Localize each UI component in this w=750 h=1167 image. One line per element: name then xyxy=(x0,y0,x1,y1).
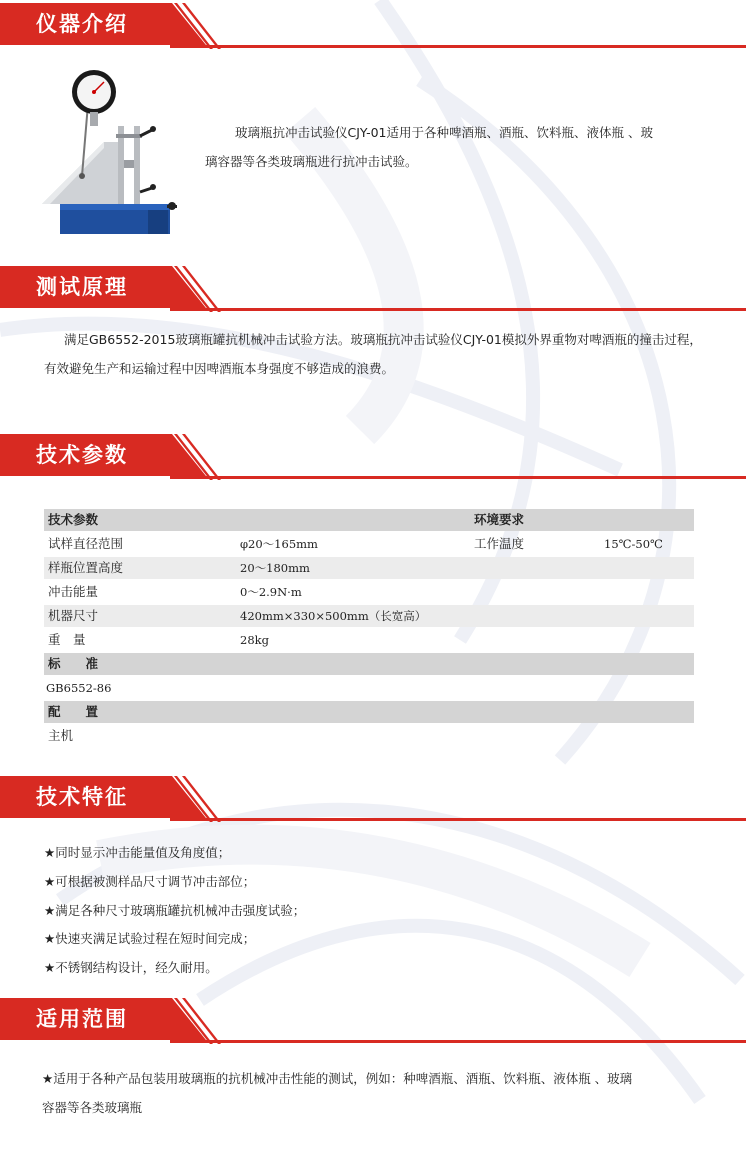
param-value: 28kg xyxy=(240,633,269,647)
env-label: 工作温度 xyxy=(474,536,525,551)
section-header-features xyxy=(0,776,750,822)
table-standard-header-row xyxy=(44,653,694,675)
impact-tester-product-image xyxy=(36,64,186,242)
section-title: 技术特征 xyxy=(36,785,128,809)
section-title: 测试原理 xyxy=(36,275,128,299)
param-value: 0～2.9N·m xyxy=(240,585,302,599)
section-header-intro xyxy=(0,3,750,49)
table-row xyxy=(44,533,694,555)
list-item: ★快速夹满足试验过程在短时间完成； xyxy=(44,931,256,946)
list-item: ★同时显示冲击能量值及角度值； xyxy=(44,845,231,860)
param-label: 冲击能量 xyxy=(48,584,99,599)
section-header-scope xyxy=(0,998,750,1044)
principle-text-line-2: 有效避免生产和运输过程中因啤酒瓶本身强度不够造成的浪费。 xyxy=(44,361,395,376)
param-value: 420mm×330×500mm（长宽高） xyxy=(240,609,427,623)
table-header-row xyxy=(44,509,694,531)
list-item: ★可根据被测样品尺寸调节冲击部位； xyxy=(44,874,256,889)
standard-value: GB6552-86 xyxy=(46,681,112,695)
section-title: 技术参数 xyxy=(36,443,128,467)
table-config-header-row xyxy=(44,701,694,723)
list-item: ★不锈钢结构设计，经久耐用。 xyxy=(44,960,218,975)
param-label: 试样直径范围 xyxy=(48,536,124,551)
table-header-right: 环境要求 xyxy=(474,512,525,527)
table-row xyxy=(44,581,694,603)
scope-text-line-1: ★适用于各种产品包装用玻璃瓶的抗机械冲击性能的测试，例如：种啤酒瓶、酒瓶、饮料瓶、液体瓶 、玻璃 xyxy=(42,1071,633,1086)
section-header-principle xyxy=(0,266,750,312)
intro-text-line-2: 璃容器等各类玻璃瓶进行抗冲击试验。 xyxy=(205,154,418,169)
scope-text-line-2: 容器等各类玻璃瓶 xyxy=(42,1100,143,1115)
param-label: 重 量 xyxy=(48,632,86,647)
param-value: φ20～165mm xyxy=(240,537,318,551)
param-value: 20～180mm xyxy=(240,561,310,575)
intro-text-line-1: 玻璃瓶抗冲击试验仪CJY-01适用于各种啤酒瓶、酒瓶、饮料瓶、液体瓶 、玻 xyxy=(235,125,653,140)
table-row xyxy=(44,629,694,651)
table-header-left: 技术参数 xyxy=(48,512,99,527)
config-value: 主机 xyxy=(48,728,74,743)
section-header-params xyxy=(0,434,750,480)
standard-header: 标 准 xyxy=(48,656,99,671)
section-title: 适用范围 xyxy=(36,1007,128,1031)
param-label: 样瓶位置高度 xyxy=(48,560,124,575)
config-header: 配 置 xyxy=(48,704,99,719)
table-row xyxy=(44,605,694,627)
param-label: 机器尺寸 xyxy=(48,608,99,623)
table-row xyxy=(44,677,694,699)
table-row xyxy=(44,725,694,747)
section-title: 仪器介绍 xyxy=(36,12,128,36)
table-row xyxy=(44,557,694,579)
principle-text-line-1: 满足GB6552-2015玻璃瓶罐抗机械冲击试验方法。玻璃瓶抗冲击试验仪CJY-01模拟外界重物对啤酒瓶的撞击过程， xyxy=(64,332,702,347)
env-value: 15℃-50℃ xyxy=(604,537,663,551)
list-item: ★满足各种尺寸玻璃瓶罐抗机械冲击强度试验； xyxy=(44,903,306,918)
